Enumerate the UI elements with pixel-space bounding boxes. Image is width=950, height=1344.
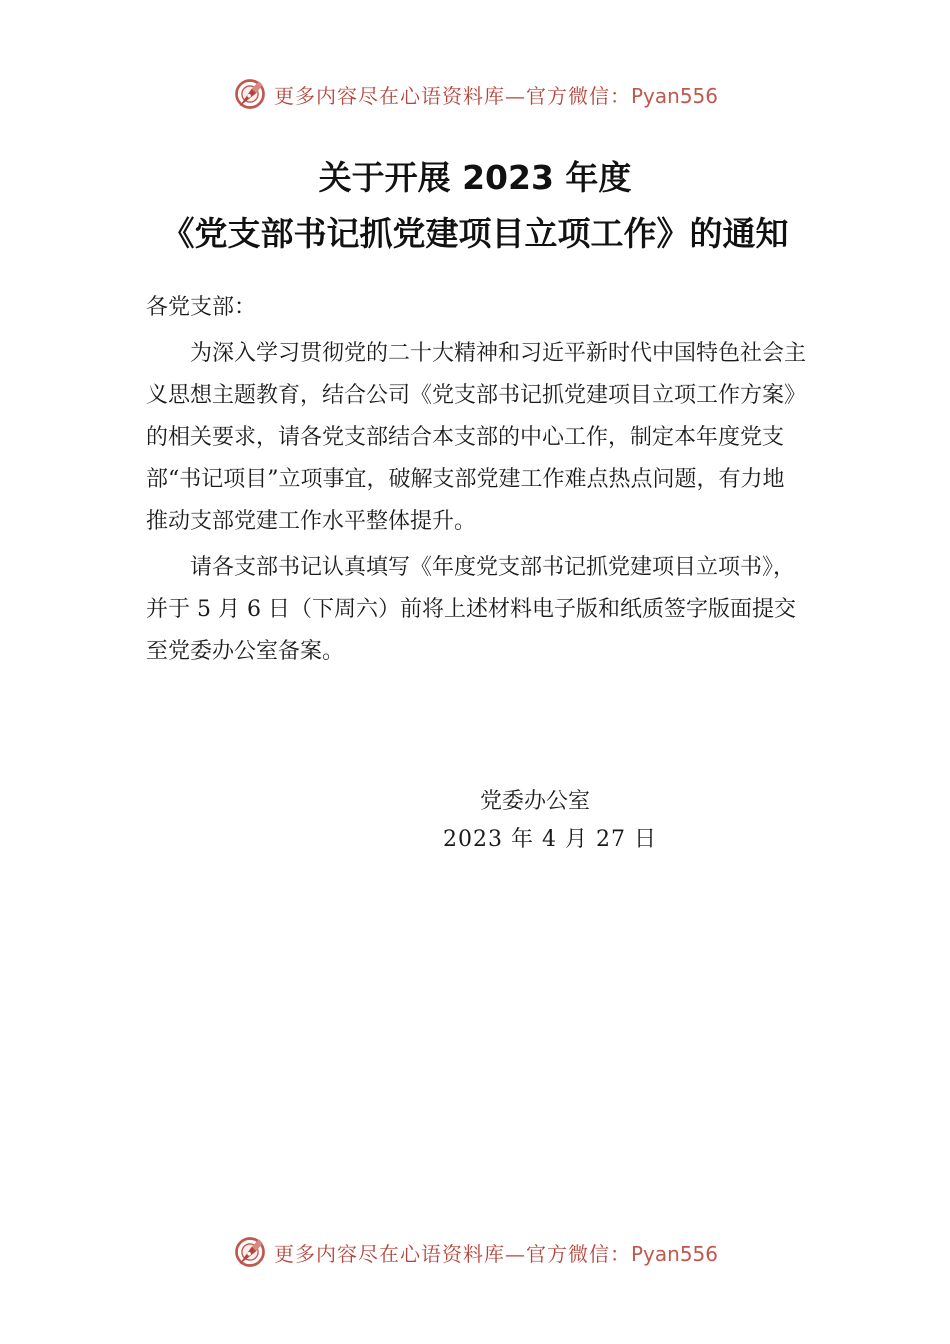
notice-title-line-2: 《党支部书记抓党建项目立项工作》的通知 [161, 214, 789, 253]
watermark-text: 更多内容尽在心语资料库—官方微信：Pyan556 [273, 83, 718, 108]
watermark-banner-bottom [0, 1232, 950, 1272]
body-paragraph-1: 为深入学习贯彻党的二十大精神和习近平新时代中国特色社会主义思想主题教育，结合公司《党支部书记抓党建项目立项工作方案》的相关要求，请各党支部结合本支部的中心工作，制定本年度党支部“书记项目”立项事宜，破解支部党建工作难点热点问题，有力地推动支部党建工作水平整体提升。 [146, 341, 807, 534]
watermark-text: 更多内容尽在心语资料库—官方微信：Pyan556 [273, 1241, 718, 1266]
signature-date: 2023 年 4 月 27 日 [443, 827, 657, 852]
watermark-wechat-id: Pyan556 [630, 1241, 718, 1266]
notice-title-line-1: 关于开展 2023 年度 [318, 158, 632, 197]
body-paragraph-2: 请各支部书记认真填写《年度党支部书记抓党建项目立项书》，并于 5 月 6 日（下周六）前将上述材料电子版和纸质签字版面提交至党委办公室备案。 [146, 555, 796, 664]
pen-logo-icon [232, 1234, 268, 1270]
pen-logo-icon [232, 76, 268, 112]
watermark-banner-top [0, 74, 950, 114]
salutation: 各党支部： [146, 295, 257, 320]
signature-org: 党委办公室 [480, 789, 591, 814]
watermark-wechat-id: Pyan556 [630, 83, 718, 108]
